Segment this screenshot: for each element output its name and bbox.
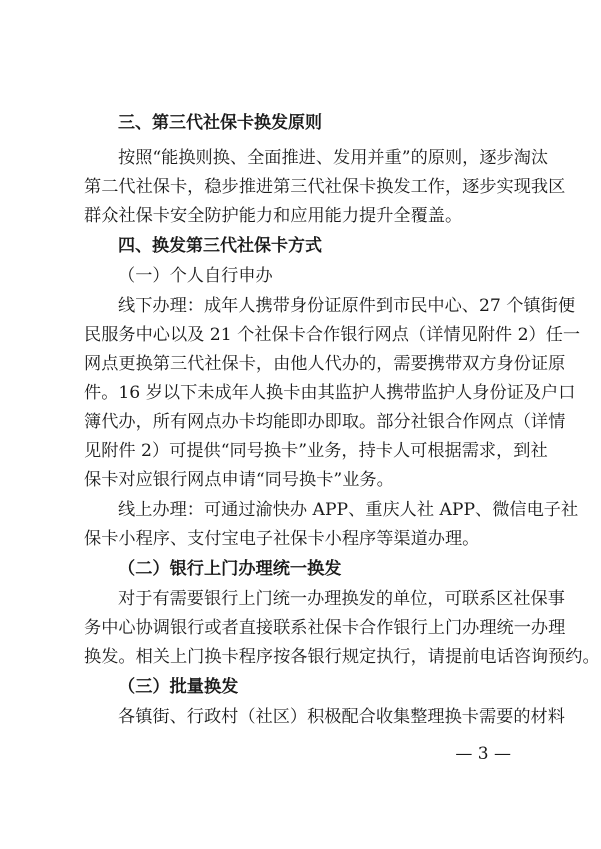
sub2-line-1: 对于有需要银行上门统一办理换发的单位，可联系区社保事 xyxy=(118,589,565,609)
section3-line-1: 按照“能换则换、全面推进、发用并重”的原则，逐步淘汰 xyxy=(118,148,549,168)
offline-line-2: 民服务中心以及 21 个社保卡合作银行网点（详情见附件 2）任一 xyxy=(84,325,581,345)
sub1-heading: （一）个人自行申办 xyxy=(118,266,273,286)
section4-heading: 四、换发第三代社保卡方式 xyxy=(118,236,322,256)
section3-line-2: 第二代社保卡，稳步推进第三代社保卡换发工作，逐步实现我区 xyxy=(84,177,566,197)
offline-line-3: 网点更换第三代社保卡，由他人代办的，需要携带双方身份证原 xyxy=(84,354,566,374)
offline-line-6: 见附件 2）可提供“同号换卡”业务，持卡人可根据需求，到社 xyxy=(84,441,548,461)
online-line-1: 线上办理：可通过渝快办 APP、重庆人社 APP、微信电子社 xyxy=(118,500,579,520)
sub2-line-3: 换发。相关上门换卡程序按各银行规定执行，请提前电话咨询预约。 xyxy=(84,647,600,667)
section3-line-3: 群众社保卡安全防护能力和应用能力提升全覆盖。 xyxy=(84,206,463,226)
page-number: — 3 — xyxy=(455,744,511,764)
offline-line-7: 保卡对应银行网点申请“同号换卡”业务。 xyxy=(84,470,394,490)
online-line-2: 保卡小程序、支付宝电子社保卡小程序等渠道办理。 xyxy=(84,529,480,549)
offline-line-1: 线下办理：成年人携带身份证原件到市民中心、27 个镇街便 xyxy=(118,296,576,316)
sub3-heading: （三）批量换发 xyxy=(118,677,239,697)
offline-line-5: 簿代办，所有网点办卡均能即办即取。部分社银合作网点（详情 xyxy=(84,412,566,432)
sub3-line-1: 各镇街、行政村（社区）积极配合收集整理换卡需要的材料 xyxy=(118,707,565,727)
section3-heading: 三、第三代社保卡换发原则 xyxy=(118,113,322,133)
offline-line-4: 件。16 岁以下未成年人换卡由其监护人携带监护人身份证及户口 xyxy=(84,383,576,403)
sub2-line-2: 务中心协调银行或者直接联系社保卡合作银行上门办理统一办理 xyxy=(84,618,566,638)
sub2-heading: （二）银行上门办理统一换发 xyxy=(118,559,342,579)
